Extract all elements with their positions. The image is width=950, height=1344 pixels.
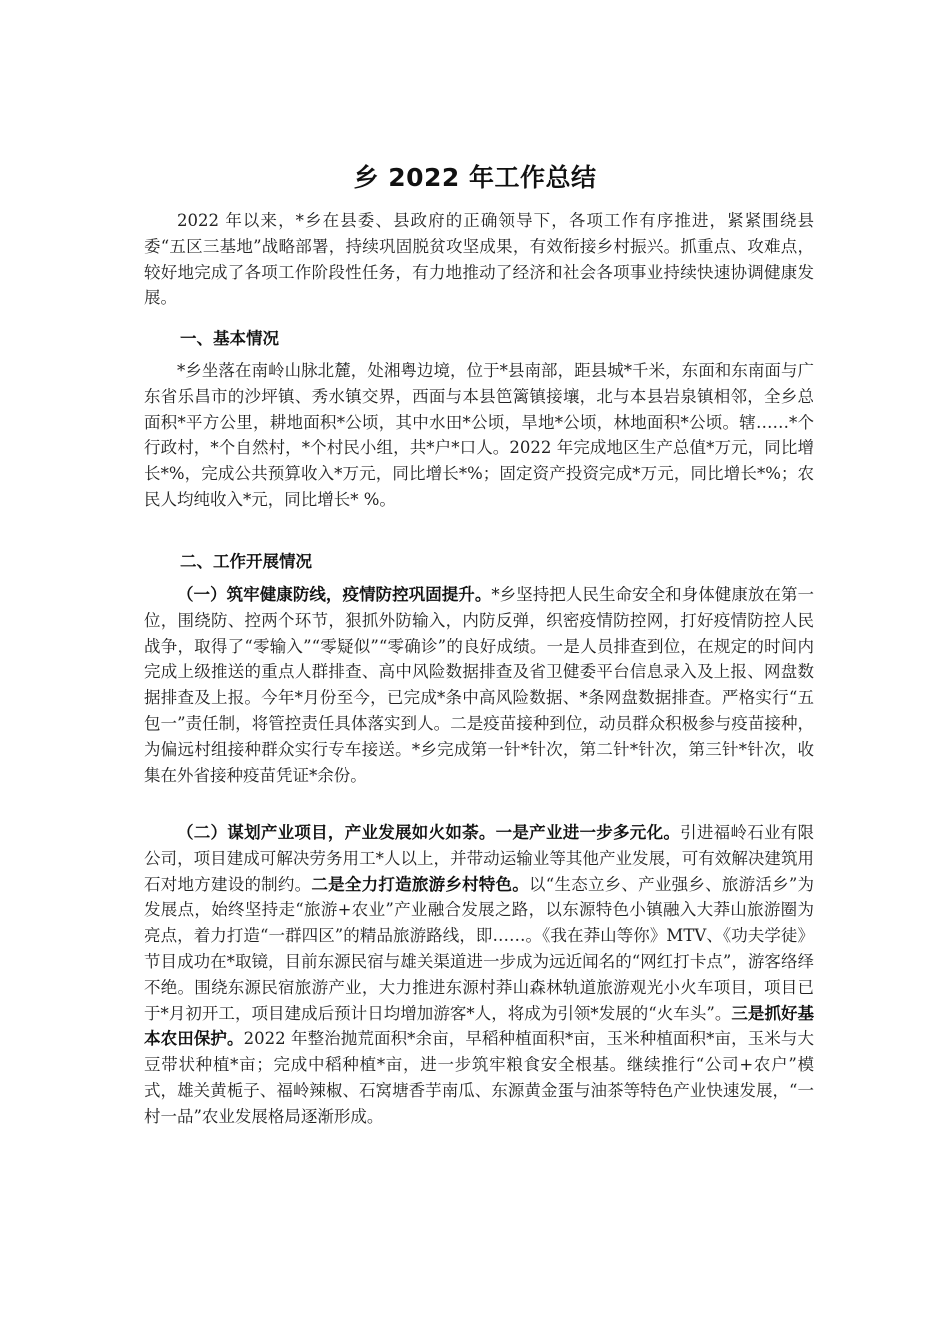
section-heading-work: 二、工作开展情况	[180, 552, 312, 571]
epidemic-lead: （一）筑牢健康防线，疫情防控巩固提升。	[177, 585, 492, 604]
intro-paragraph: 2022 年以来，*乡在县委、县政府的正确领导下，各项工作有序推进，紧紧围绕县委“五区三基地”战略部署，持续巩固脱贫攻坚成果，有效衔接乡村振兴。抓重点、攻难点，较好地完成了各项工作阶段性任务，有力地推动了经济和社会各项事业持续快速协调健康发展。	[144, 211, 814, 308]
basic-info-paragraph: *乡坐落在南岭山脉北麓，处湘粤边境，位于*县南部，距县城*千米，东面和东南面与广东省乐昌市的沙坪镇、秀水镇交界，西面与本县笆篱镇接壤，北与本县岩泉镇相邻，全乡总面积*平方公里，耕地面积*公顷，其中水田*公顷，旱地*公顷，林地面积*公顷。辖……*个行政村，*个自然村，*个村民小组，共*户*口人。2022 年完成地区生产总值*万元，同比增长*%，完成公共预算收入*万元，同比增长*%；固定资产投资完成*万元，同比增长*%；农民人均纯收入*元，同比增长* %。	[144, 361, 814, 509]
industry-text-2: 以“生态立乡、产业强乡、旅游活乡”为发展点，始终坚持走“旅游+农业”产业融合发展之路，以东源特色小镇融入大莽山旅游圈为亮点，着力打造“一群四区”的精品旅游路线，即……。《我在莽山等你》MTV、《功夫学徒》节目成功在*取镜，目前东源民宿与雄关渠道进一步成为远近闻名的“网红打卡点”，游客络绎不绝。围绕东源民宿旅游产业，大力推进东源村莽山森林轨道旅游观光小火车项目，项目已于*月初开工，项目建成后预计日均增加游客*人，将成为引领*发展的“火车头”。	[144, 874, 815, 1023]
epidemic-text: *乡坚持把人民生命安全和身体健康放在第一位，围绕防、控两个环节，狠抓外防输入，内防反弹，织密疫情防控网，打好疫情防控人民战争，取得了“零输入”“零疑似”“零确诊”的良好成绩。一是人员排查到位，在规定的时间内完成上级推送的重点人群排查、高中风险数据排查及省卫健委平台信息录入及上报、网盘数据排查及上报。今年*月份至今，已完成*条中高风险数据、*条网盘数据排查。严格实行“五包一”责任制，将管控责任具体落实到人。二是疫苗接种到位，动员群众积极参与疫苗接种，为偏远村组接种群众实行专车接送。*乡完成第一针*针次，第二针*针次，第三针*针次，收集在外省接种疫苗凭证*余份。	[144, 585, 815, 785]
industry-point-1: 一是产业进一步多元化。	[495, 823, 681, 842]
industry-paragraph	[144, 820, 814, 1130]
industry-lead: （二）谋划产业项目，产业发展如火如荼。	[177, 823, 496, 842]
industry-text-3: 2022 年整治抛荒面积*余亩，早稻种植面积*亩，玉米种植面积*亩，玉米与大豆带状种植*亩；完成中稻种植*亩，进一步筑牢粮食安全根基。继续推行“公司+农户”模式，雄关黄栀子、福岭辣椒、石窝塘香芋南瓜、东源黄金蛋与油茶等特色产业快速发展，“一村一品”农业发展格局逐渐形成。	[144, 1029, 814, 1126]
industry-point-2: 二是全力打造旅游乡村特色。	[311, 874, 530, 894]
section-heading-basic: 一、基本情况	[180, 329, 279, 348]
epidemic-paragraph	[144, 582, 814, 788]
document-title: 乡 2022 年工作总结	[353, 163, 597, 192]
industry-text-1: 引进福岭石业有限公司，项目建成可解决劳务用工*人以上，并带动运输业等其他产业发展，可有效解决建筑用石对地方建设的制约。	[144, 823, 815, 894]
industry-point-3: 三是抓好基本农田保护。	[144, 1003, 815, 1049]
